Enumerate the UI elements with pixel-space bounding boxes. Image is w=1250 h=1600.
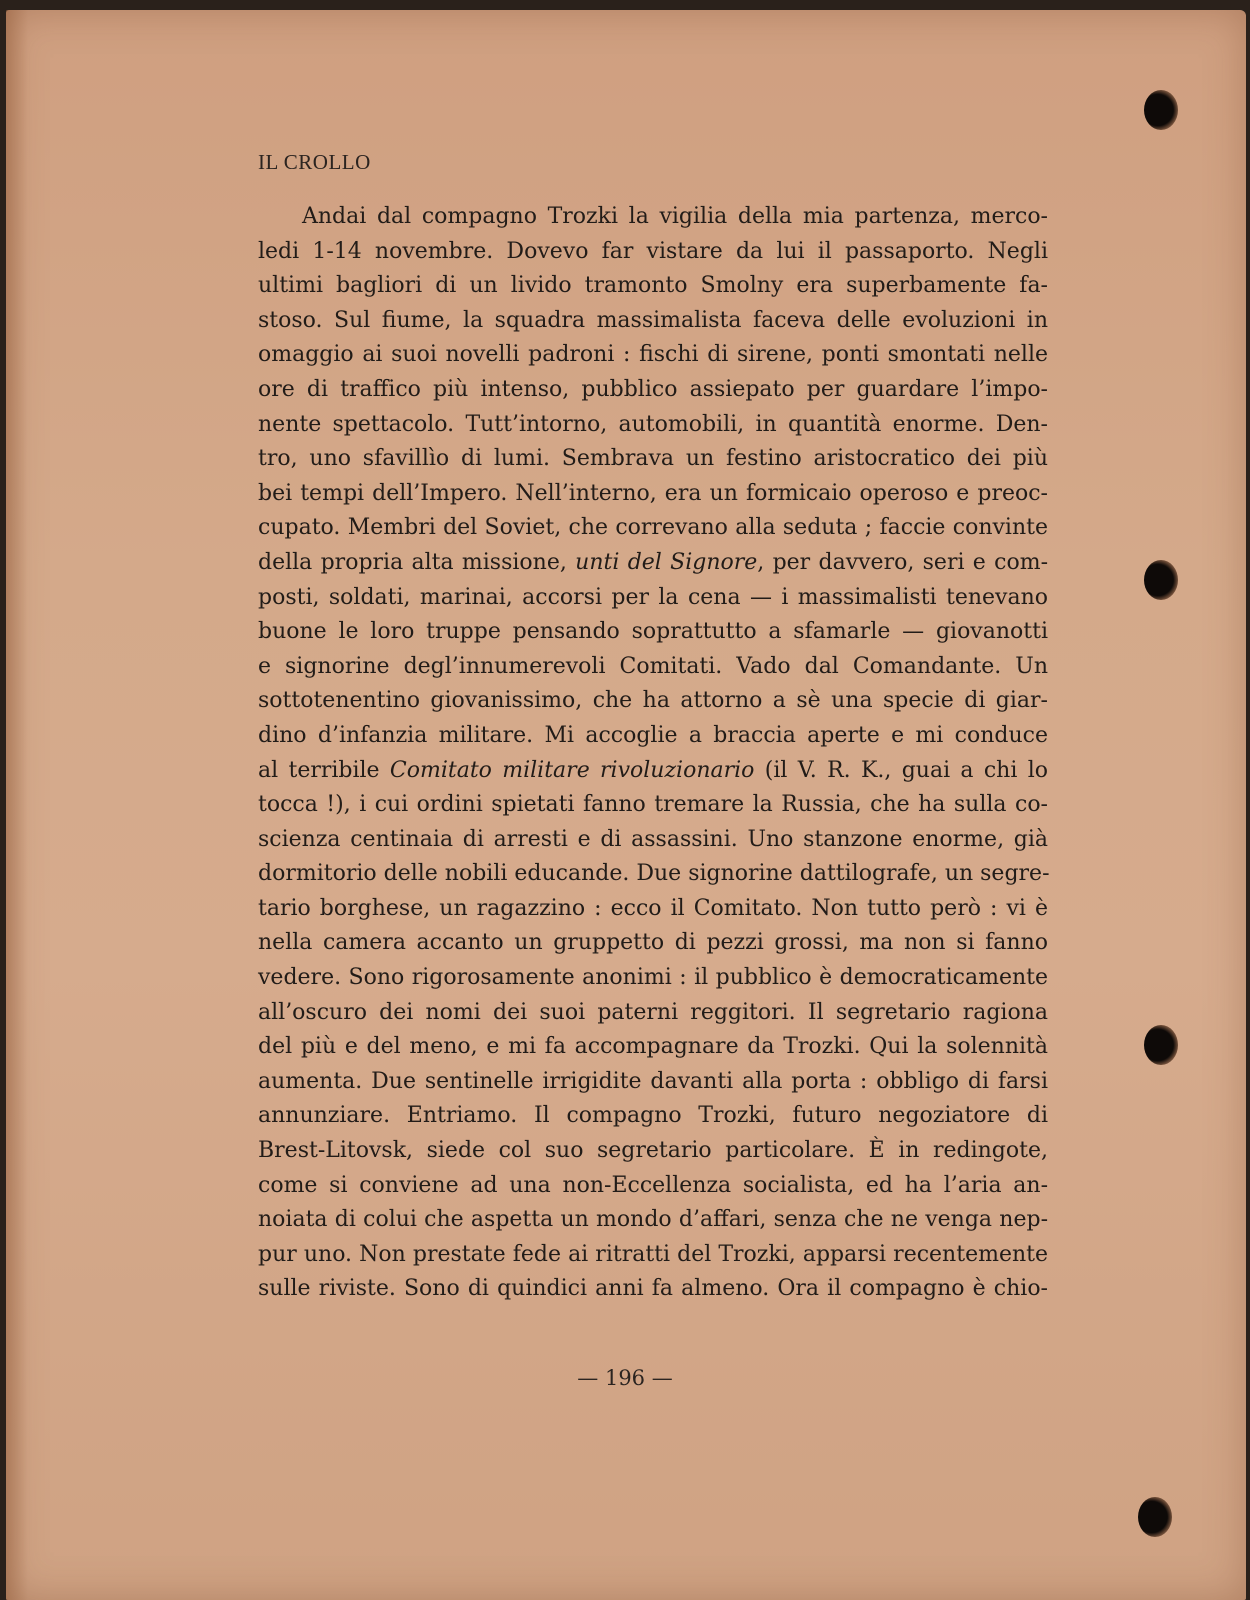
text-line: tocca !), i cui ordini spietati fanno tremare la Russia, che ha sulla co- xyxy=(258,792,1048,818)
text-line: tario borghese, un ragazzino : ecco il Comitato. Non tutto però : vi è xyxy=(258,895,1048,921)
text-line: noiata di colui che aspetta un mondo d’affari, senza che ne venga nep- xyxy=(258,1207,1048,1233)
text-line: Brest-Litovsk, siede col suo segretario particolare. È in redingote, xyxy=(258,1138,1048,1164)
text-line: Andai dal compagno Trozki la vigilia della mia partenza, merco- xyxy=(302,204,1048,229)
text-line: cupato. Membri del Soviet, che correvano alla seduta ; faccie convinte xyxy=(258,515,1048,541)
text-line: sottotenentino giovanissimo, che ha attorno a sè una specie di giar- xyxy=(258,688,1048,714)
text-line: dino d’infanzia militare. Mi accoglie a braccia aperte e mi conduce xyxy=(258,722,1048,748)
punch-hole-4 xyxy=(1138,1497,1172,1537)
text-line: bei tempi dell’Impero. Nell’interno, era un formicaio operoso e preoc- xyxy=(258,480,1048,506)
text-segment: , per davvero, seri e com- xyxy=(757,549,1048,575)
text-line: ultimi bagliori di un livido tramonto Smolny era superbamente fa- xyxy=(258,273,1048,299)
text-line: dormitorio delle nobili educande. Due signorine dattilografe, un segre- xyxy=(258,861,1050,887)
italic-phrase: unti del Signore xyxy=(575,549,758,575)
text-line: nella camera accanto un gruppetto di pezzi grossi, ma non si fanno xyxy=(258,930,1048,956)
text-line: come si conviene ad una non-Eccellenza socialista, ed ha l’aria an- xyxy=(258,1172,1048,1198)
text-line: nente spettacolo. Tutt’intorno, automobili, in quantità enorme. Den- xyxy=(258,411,1048,437)
text-line: sulle riviste. Sono di quindici anni fa almeno. Ora il compagno è chio- xyxy=(258,1276,1048,1302)
text-line: del più e del meno, e mi fa accompagnare da Trozki. Qui la solennità xyxy=(258,1034,1048,1060)
text-line: vedere. Sono rigorosamente anonimi : il pubblico è democraticamente xyxy=(258,965,1048,991)
text-line: aumenta. Due sentinelle irrigidite davanti alla porta : obbligo di farsi xyxy=(258,1068,1048,1094)
text-line xyxy=(258,754,1048,789)
punch-hole-2 xyxy=(1144,560,1178,600)
text-line: all’oscuro dei nomi dei suoi paterni reggitori. Il segretario ragiona xyxy=(258,999,1048,1025)
text-line: e signorine degl’innumerevoli Comitati. Vado dal Comandante. Un xyxy=(258,653,1048,679)
body-text xyxy=(258,200,1048,1307)
punch-hole-3 xyxy=(1144,1025,1178,1065)
page-number: — 196 — xyxy=(577,1366,673,1390)
punch-hole-1 xyxy=(1144,90,1178,130)
text-line: tro, uno sfavillìo di lumi. Sembrava un festino aristocratico dei più xyxy=(258,446,1048,472)
text-line: annunziare. Entriamo. Il compagno Trozki, futuro negoziatore di xyxy=(258,1103,1048,1129)
text-line xyxy=(258,546,1048,581)
text-line: buone le loro truppe pensando soprattutto a sfamarle — giovanotti xyxy=(258,619,1048,645)
text-segment: (il V. R. K., guai a chi lo xyxy=(754,757,1048,783)
text-line: stoso. Sul fiume, la squadra massimalista faceva delle evoluzioni in xyxy=(258,307,1048,333)
text-line: pur uno. Non prestate fede ai ritratti del Trozki, apparsi recentemente xyxy=(258,1241,1048,1267)
running-header: IL CROLLO xyxy=(258,150,371,174)
text-line: omaggio ai suoi novelli padroni : fischi di sirene, ponti smontati nelle xyxy=(258,342,1048,368)
text-line: ore di traffico più intenso, pubblico assiepato per guardare l’impo- xyxy=(258,376,1048,402)
text-segment: al terribile xyxy=(258,757,390,783)
italic-phrase: Comitato militare rivoluzionario xyxy=(389,757,755,783)
text-segment: della propria alta missione, xyxy=(258,549,576,575)
text-line: ledi 1-14 novembre. Dovevo far vistare da lui il passaporto. Negli xyxy=(258,238,1048,264)
text-line: scienza centinaia di arresti e di assassini. Uno stanzone enorme, già xyxy=(258,826,1048,852)
text-line: posti, soldati, marinai, accorsi per la cena — i massimalisti tenevano xyxy=(258,584,1048,610)
